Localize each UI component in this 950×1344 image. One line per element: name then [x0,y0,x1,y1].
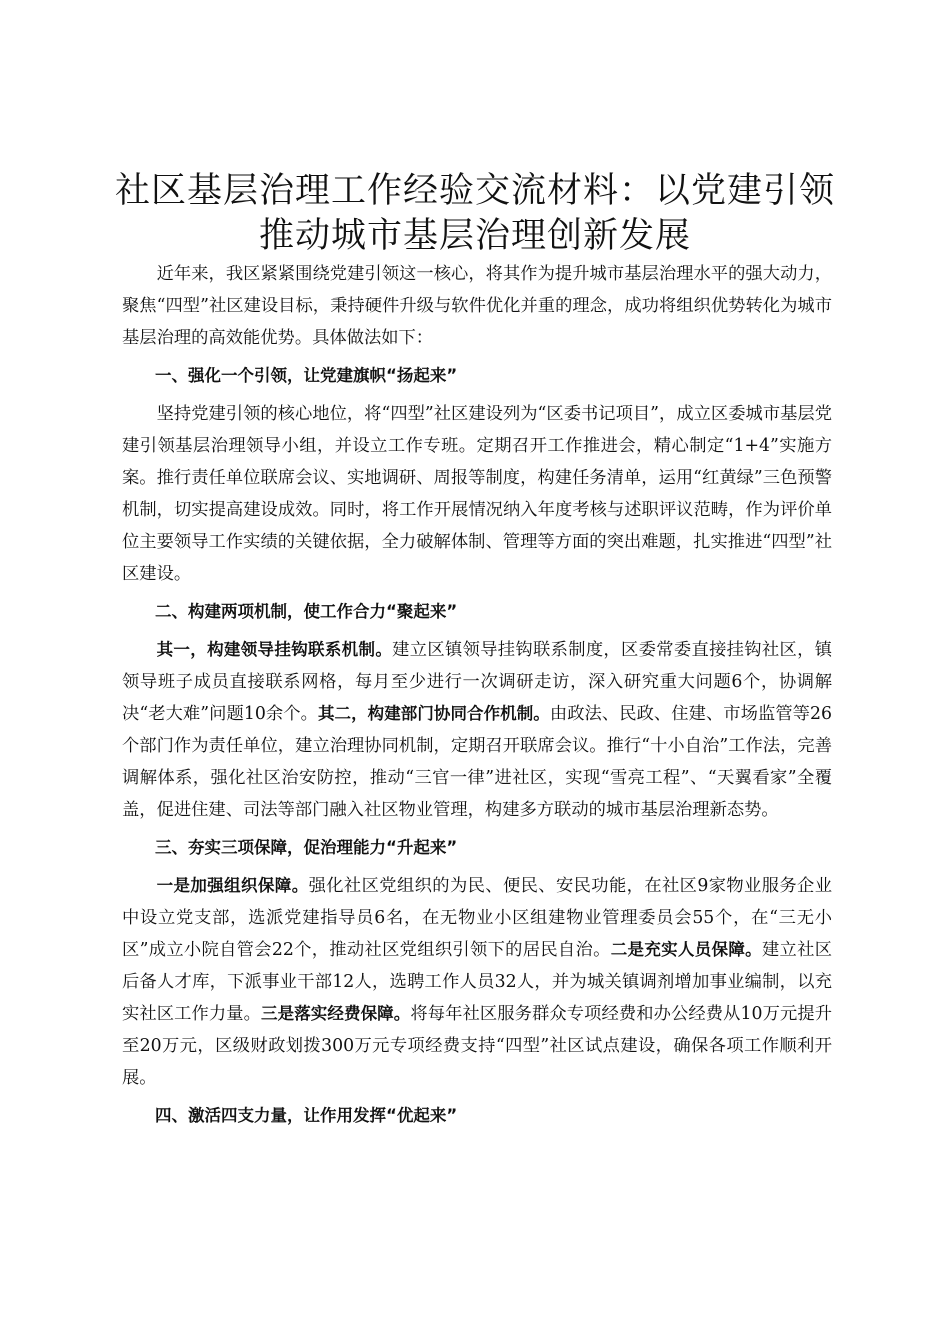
section-3-text-2: 建立社区后备人才库，下派事业干部12人，选聘工作人员32人，并为城关镇调剂增加事业编制，以充实社区工作力量。 [122,940,832,1024]
section-2-heading: 二、构建两项机制，使工作合力“聚起来” [155,602,458,621]
section-3-lead-1: 一是加强组织保障。 [156,876,309,895]
section-3-paragraph [122,870,832,1094]
section-3-lead-3: 三是落实经费保障。 [261,1004,411,1023]
section-2-lead-1: 其一，构建领导挂钩联系机制。 [156,640,393,659]
section-3-text-1: 强化社区党组织的为民、便民、安民功能，在社区9家物业服务企业中设立党支部，选派党建指导员6名，在无物业小区组建物业管理委员会55个，在“三无小区”成立小院自管会22个，推动社区党组织引领下的居民自治。 [122,876,833,960]
section-4-heading: 四、激活四支力量，让作用发挥“优起来” [155,1106,458,1125]
section-1-heading: 一、强化一个引领，让党建旗帜“扬起来” [155,366,458,385]
section-2-paragraph [122,634,832,826]
document-title-line-1: 社区基层治理工作经验交流材料：以党建引领 [114,171,835,211]
section-3-text-3: 将每年社区服务群众专项经费和办公经费从10万元提升至20万元，区级财政划拨300万元专项经费支持“四型”社区试点建设，确保各项工作顺利开展。 [122,1004,832,1088]
section-3-heading: 三、夯实三项保障，促治理能力“升起来” [155,838,458,857]
intro-paragraph: 近年来，我区紧紧围绕党建引领这一核心，将其作为提升城市基层治理水平的强大动力，聚焦“四型”社区建设目标，秉持硬件升级与软件优化并重的理念，成功将组织优势转化为城市基层治理的高效能优势。具体做法如下： [122,264,832,348]
section-2-text-1: 建立区镇领导挂钩联系制度，区委常委直接挂钩社区，镇领导班子成员直接联系网格，每月至少进行一次调研走访，深入研究重大问题6个，协调解决“老大难”问题10余个。 [122,640,832,724]
section-2-lead-2: 其二，构建部门协同合作机制。 [317,704,550,723]
document-title-line-2: 推动城市基层治理创新发展 [258,216,691,256]
document-body [122,258,832,1132]
section-3-lead-2: 二是充实人员保障。 [610,940,762,959]
section-2-text-2: 由政法、民政、住建、市场监管等26个部门作为责任单位，建立治理协同机制，定期召开联席会议。推行“十小自治”工作法，完善调解体系，强化社区治安防控，推动“三官一律”进社区，实现“雪亮工程”、“天翼看家”全覆盖，促进住建、司法等部门融入社区物业管理，构建多方联动的城市基层治理新态势。 [122,704,832,820]
section-1-paragraph: 坚持党建引领的核心地位，将“四型”社区建设列为“区委书记项目”，成立区委城市基层党建引领基层治理领导小组，并设立工作专班。定期召开工作推进会，精心制定“1+4”实施方案。推行责任单位联席会议、实地调研、周报等制度，构建任务清单，运用“红黄绿”三色预警机制，切实提高建设成效。同时，将工作开展情况纳入年度考核与述职评议范畴，作为评价单位主要领导工作实绩的关键依据，全力破解体制、管理等方面的突出难题，扎实推进“四型”社区建设。 [122,404,832,584]
